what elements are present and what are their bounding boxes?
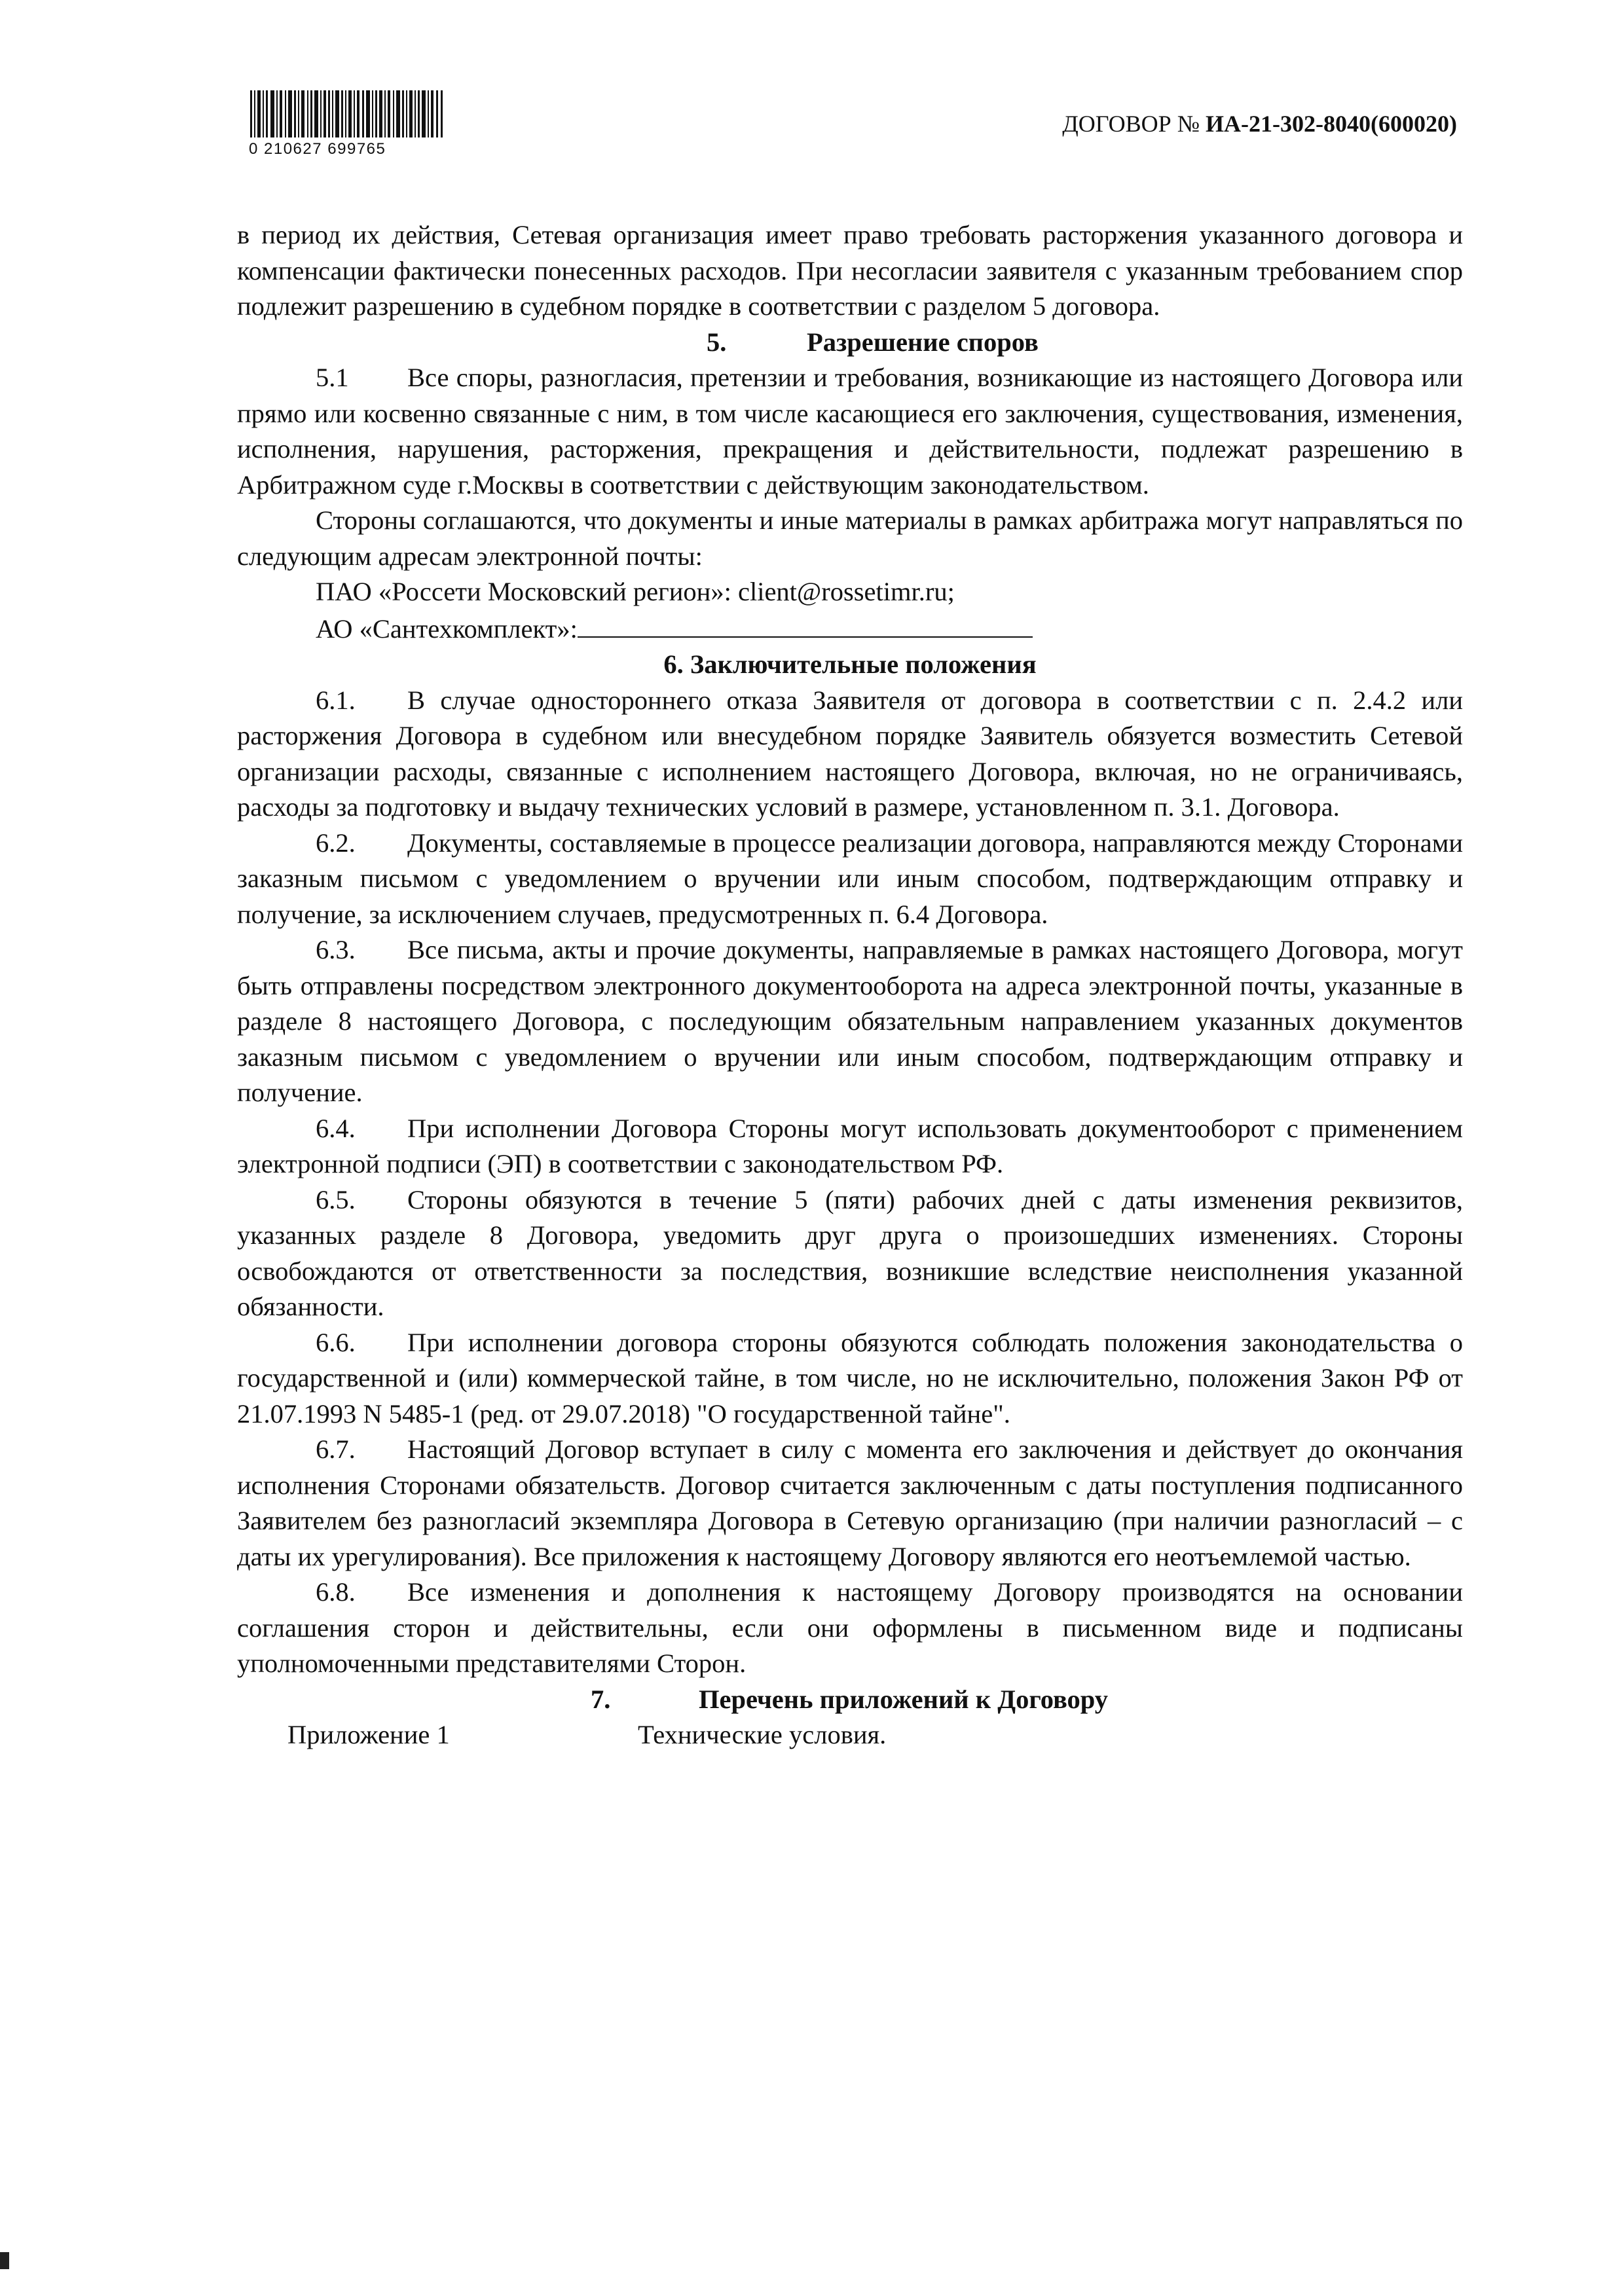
clause-label: 6.7. bbox=[316, 1434, 356, 1464]
section-7-title: Перечень приложений к Договору bbox=[699, 1684, 1109, 1714]
section-5-title: Разрешение споров bbox=[807, 327, 1039, 357]
clause-label: 6.5. bbox=[316, 1184, 356, 1214]
clause-6-7 bbox=[237, 1432, 1463, 1575]
clause-label: 6.4. bbox=[316, 1113, 356, 1143]
clause-text: В случае одностороннего отказа Заявителя от договора в соответствии с п. 2.4.2 или расторжения Договора в судебном или внесудебном порядке Заявитель обязуется возместить Сетевой организации расходы, связанные с исполнением настоящего Договора, включая, но не ограничиваясь, расходы за подготовку и выдачу технических условий в размере, установленном п. 3.1. Договора. bbox=[237, 685, 1463, 822]
clause-6-3 bbox=[237, 932, 1463, 1111]
clause-6-8 bbox=[237, 1575, 1463, 1682]
barcode-number: 0 210627 699765 bbox=[249, 140, 386, 158]
intro-paragraph: в период их действия, Сетевая организация имеет право требовать расторжения указанного договора и компенсации фактически понесенных расходов. При несогласии заявителя с указанным требованием спор подлежит разрешению в судебном порядке в соответствии с разделом 5 договора. bbox=[237, 220, 1463, 321]
email-intro: Стороны соглашаются, что документы и иные материалы в рамках арбитража могут направляться по следующим адресам электронной почты: bbox=[237, 505, 1463, 571]
section-5-heading bbox=[237, 325, 1463, 361]
clause-5-1 bbox=[237, 360, 1463, 503]
email-line-label: АО «Сантехкомплект»: bbox=[316, 613, 578, 644]
section-6-heading: 6. Заключительные положения bbox=[663, 649, 1037, 679]
section-7-number: 7. bbox=[591, 1684, 611, 1714]
clause-text: Настоящий Договор вступает в силу с момента его заключения и действует до окончания исполнения Сторонами обязательств. Договор считается заключенным с даты поступления подписанного Заявителем без разногласий экземпляра Договора в Сетевую организацию (при наличии разногласий – с даты их урегулирования). Все приложения к настоящему Договору являются его неотъемлемой частью. bbox=[237, 1434, 1463, 1571]
clause-label: 6.1. bbox=[316, 685, 356, 715]
section-7-heading bbox=[237, 1682, 1463, 1718]
clause-6-2 bbox=[237, 826, 1463, 933]
contract-number-prefix: ДОГОВОР № bbox=[1062, 111, 1200, 137]
clause-6-6 bbox=[237, 1325, 1463, 1432]
clause-text: Стороны обязуются в течение 5 (пяти) рабочих дней с даты изменения реквизитов, указанных разделе 8 Договора, уведомить друг друга о произошедших изменениях. Стороны освобождаются от ответственности за последствия, возникшие вследствие неисполнения указанной обязанности. bbox=[237, 1184, 1463, 1321]
clause-text: Все письма, акты и прочие документы, направляемые в рамках настоящего Договора, могут быть отправлены посредством электронного документооборота на адреса электронной почты, указанные в разделе 8 настоящего Договора, с последующим обязательным направлением указанных документов заказным письмом с уведомлением о вручении или иным способом, подтверждающим отправку и получение. bbox=[237, 935, 1463, 1107]
clause-label: 6.6. bbox=[316, 1327, 356, 1357]
clause-6-1 bbox=[237, 683, 1463, 826]
scan-edge-mark bbox=[0, 2252, 9, 2269]
clause-text: При исполнении Договора Стороны могут использовать документооборот с применением электронной подписи (ЭП) в соответствии с законодательством РФ. bbox=[237, 1113, 1463, 1178]
barcode bbox=[249, 90, 445, 158]
appendix-label: Приложение 1 bbox=[287, 1720, 450, 1749]
clause-6-5 bbox=[237, 1182, 1463, 1325]
section-5-number: 5. bbox=[707, 327, 727, 357]
email-line-rosseti: ПАО «Россети Московский регион»: client@rossetimr.ru; bbox=[316, 577, 955, 606]
clause-label: 6.3. bbox=[316, 935, 356, 964]
clause-text: Все изменения и дополнения к настоящему Договору производятся на основании соглашения сторон и действительны, если они оформлены в письменном виде и подписаны уполномоченными представителями Сторон. bbox=[237, 1577, 1463, 1678]
contract-number-value: ИА-21-302-8040(600020) bbox=[1206, 111, 1457, 137]
clause-label: 6.2. bbox=[316, 828, 356, 858]
appendix-text: Технические условия. bbox=[638, 1720, 887, 1749]
clause-text: При исполнении договора стороны обязуются соблюдать положения законодательства о государственной и (или) коммерческой тайне, в том числе, но не исключительно, положения Закон РФ от 21.07.1993 N 5485-1 (ред. от 29.07.2018) "О государственной тайне". bbox=[237, 1327, 1463, 1429]
document-body bbox=[237, 217, 1463, 1753]
clause-label: 5.1 bbox=[316, 363, 349, 392]
clause-text: Документы, составляемые в процессе реализации договора, направляются между Сторонами заказным письмом с уведомлением о вручении или иным способом, подтверждающим отправку и получение, за исключением случаев, предусмотренных п. 6.4 Договора. bbox=[237, 828, 1463, 929]
clause-6-4 bbox=[237, 1111, 1463, 1182]
email-line-santehkomplekt bbox=[237, 610, 1463, 647]
barcode-bars bbox=[249, 90, 445, 137]
clause-text: Все споры, разногласия, претензии и требования, возникающие из настоящего Договора или прямо или косвенно связанные с ним, в том числе касающиеся его заключения, существования, изменения, исполнения, нарушения, расторжения, прекращения и действительности, подлежат разрешению в Арбитражном суде г.Москвы в соответствии с действующим законодательством. bbox=[237, 363, 1463, 500]
appendix-row bbox=[237, 1717, 1463, 1753]
clause-label: 6.8. bbox=[316, 1577, 356, 1607]
email-blank-underline bbox=[578, 610, 1033, 638]
contract-number bbox=[1062, 110, 1457, 137]
